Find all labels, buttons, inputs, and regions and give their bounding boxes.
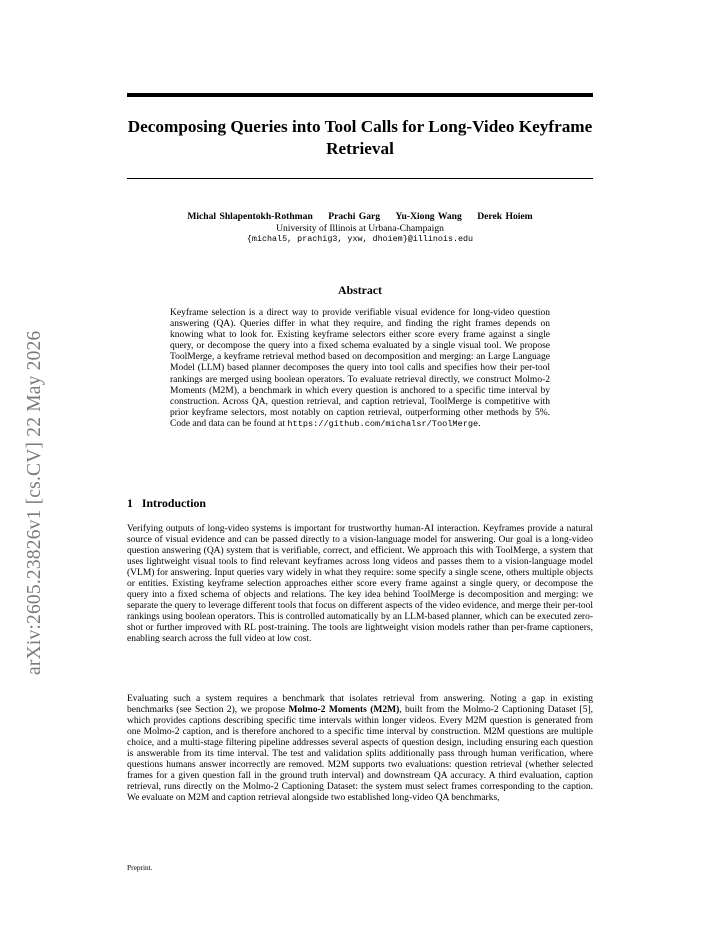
title-top-rule	[127, 93, 593, 97]
section-number: 1	[127, 496, 133, 510]
arxiv-identifier	[24, 255, 44, 675]
paper-title: Decomposing Queries into Tool Calls for Long-Video Keyframe Retrieval	[127, 117, 593, 158]
intro-paragraph-1: Verifying outputs of long-video systems is important for trustworthy human-AI interaction. Keyframes provide a natural source of visual evidence and can be passed directly to a vision-language model for answering. Our goal is a long-video question answering (QA) system that is verifiable, correct, and efficient. We approach this with ToolMerge, a system that uses lightweight visual tools to find relevant keyframes across long videos and passes them to a vision-language model (VLM) for answering. Input queries vary widely in what they require: some specify a single scene, others multiple objects or entities. Existing keyframe selection approaches either score every frame against a single query, or decompose the query into a fixed schema of objects and relations. The key idea behind ToolMerge is decomposition and merging: we separate the query to leverage different tools that focus on different aspects of the video evidence, and merge their per-tool rankings using boolean operators. This is controlled automatically by an LLM-based planner, which can be executed zero-shot or further improved with RL post-training. The tools are lightweight vision models rather than per-frame captioners, enabling search across the full video at low cost.	[127, 524, 593, 644]
author-name: Michal Shlapentokh-Rothman	[187, 211, 313, 222]
section-title: Introduction	[141, 496, 206, 510]
footer-preprint: Preprint.	[127, 863, 153, 872]
code-link[interactable]: https://github.com/michalsr/ToolMerge	[287, 418, 479, 429]
section-heading-introduction	[127, 496, 206, 511]
intro-p2-rest: , built from the Molmo-2 Captioning Dataset [5], which provides captions describing specific time intervals within longer videos. Every M2M question is generated from one Molmo-2 caption, and is therefore anchored to a specific time interval by construction. M2M questions are multiple choice, and a multi-stage filtering pipeline addresses several aspects of question design, including ensuring each question is answerable from its time interval. The test and validation splits additionally pass through human verification, where questions humans answer incorrectly are removed. M2M supports two evaluations: question retrieval (whether selected frames for a given question fall in the ground truth interval) and downstream QA accuracy. A third evaluation, caption retrieval, runs directly on the Molmo-2 Captioning Dataset: the system must select frames corresponding to the caption. We evaluate on M2M and caption retrieval alongside two established long-video QA benchmarks,	[127, 704, 593, 803]
intro-p2-start: Evaluating such a system requires a benchmark that isolates retrieval from answering. Noting a gap in existing benchmarks (see Section 2), we propose	[127, 694, 593, 715]
benchmark-name: Molmo-2 Moments (M2M)	[288, 704, 400, 715]
author-block	[127, 211, 593, 246]
author-name: Yu-Xiong Wang	[395, 211, 462, 222]
abstract-text	[170, 308, 550, 430]
abstract-end: .	[478, 418, 481, 429]
author-name: Derek Hoiem	[477, 211, 533, 222]
title-bottom-rule	[127, 178, 593, 179]
author-names	[127, 211, 593, 223]
author-emails: {michal5, prachig3, yxw, dhoiem}@illinois.edu	[246, 234, 474, 244]
intro-paragraph-2	[127, 694, 593, 804]
arxiv-identifier-text: arXiv:2605.23826v1 [cs.CV] 22 May 2026	[24, 330, 45, 675]
abstract-heading: Abstract	[338, 283, 382, 297]
author-name: Prachi Garg	[328, 211, 381, 222]
abstract-body: Keyframe selection is a direct way to provide verifiable visual evidence for long-video question answering (QA). Queries differ in what they require, and finding the right frames depends on knowing what to look for. Existing keyframe selectors either score every frame against a single query, or decompose the query into a fixed schema evaluated by a single visual tool. We propose ToolMerge, a keyframe retrieval method based on decomposition and merging: an Large Language Model (LLM) based planner decomposes the query into tool calls and specifies how their per-tool rankings are merged using boolean operators. To evaluate retrieval directly, we construct Molmo-2 Moments (M2M), a benchmark in which every question is anchored to a specific time interval by construction. Across QA, question retrieval, and caption retrieval, ToolMerge is competitive with prior keyframe selectors, most notably on caption retrieval, outperforming other methods by 5%. Code and data can be found at	[170, 308, 550, 429]
affiliation: University of Illinois at Urbana-Champaign	[276, 222, 444, 234]
